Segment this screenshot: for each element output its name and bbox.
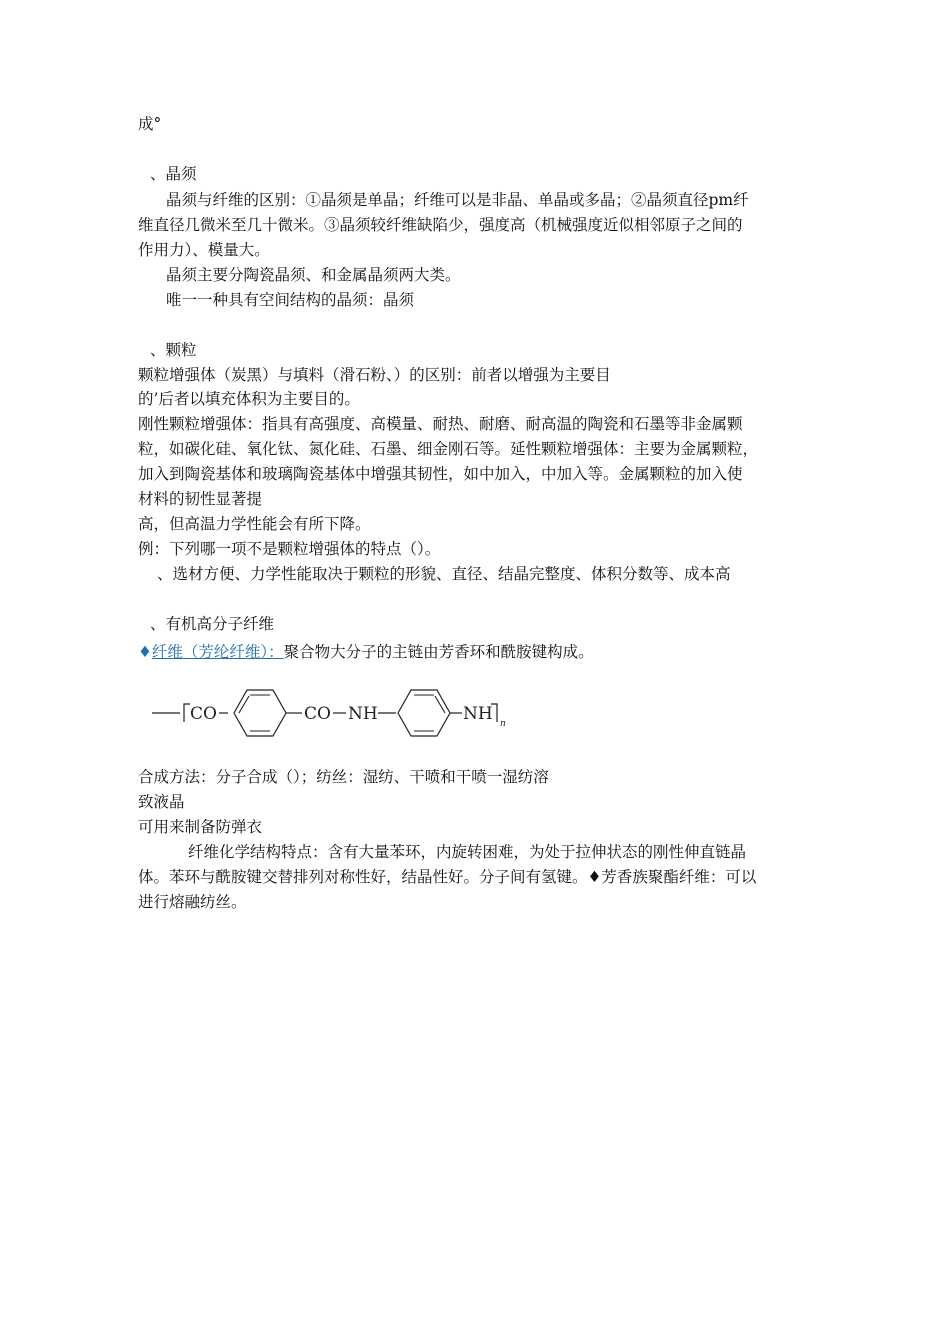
text-line: 、选材方便、力学性能取决于颗粒的形貌、直径、结晶完整度、体积分数等、成本高	[157, 565, 731, 583]
formula-nh-1: NH	[348, 704, 378, 724]
formula-co-2: CO	[304, 704, 331, 724]
text-line: 进行熔融纺丝。	[138, 893, 247, 911]
text-line: 维直径几微米至几十微米。③晶须较纤维缺陷少，强度高（机械强度近似相邻原子之间的	[138, 216, 743, 234]
formula-co-1: CO	[190, 704, 217, 724]
section-heading-whisker: 、晶须	[150, 165, 197, 183]
text-line: 晶须与纤维的区别：①晶须是单晶；纤维可以是非晶、单晶或多晶；②晶须直径pm纤	[166, 191, 749, 209]
section-heading-particle: 、颗粒	[150, 341, 197, 359]
text-segment: 聚合物大分子的主链由芳香环和酰胺键构成。	[283, 643, 594, 661]
formula-subscript-n: n	[500, 719, 506, 729]
text-line: 例：下列哪一项不是颗粒增强体的特点（）。	[138, 540, 441, 558]
text-line: 体。苯环与酰胺键交替排列对称性好，结晶性好。分子间有氢键。♦芳香族聚酯纤维：可以	[138, 868, 757, 886]
text-line: 粒，如碳化硅、氧化钛、氮化硅、石墨、细金刚石等。延性颗粒增强体：主要为金属颗粒，	[138, 440, 759, 458]
text-line: 纤维化学结构特点：含有大量苯环，内旋转困难，为处于拉伸状态的刚性伸直链晶	[188, 843, 747, 861]
text-line	[138, 640, 594, 665]
text-line: 高，但高温力学性能会有所下降。	[138, 515, 371, 533]
text-line: 合成方法：分子合成（）；纺丝：湿纺、干喷和干喷一湿纺溶	[138, 768, 549, 786]
section-heading-organic-fiber: 、有机高分子纤维	[150, 615, 275, 633]
text-line: 材料的韧性显著提	[138, 490, 263, 508]
text-line: 晶须主要分陶瓷晶须、和金属晶须两大类。	[166, 266, 461, 284]
text-line: 致液晶	[138, 793, 185, 811]
text-line: 作用力）、模量大。	[138, 241, 270, 259]
aramid-fiber-link[interactable]: 纤维（芳纶纤维）：	[151, 643, 284, 661]
text-line: 唯一一种具有空间结构的晶须：晶须	[166, 291, 415, 309]
text-line: 成°	[138, 115, 162, 133]
text-line: 刚性颗粒增强体：指具有高强度、高模量、耐热、耐磨、耐高温的陶瓷和石墨等非金属颗	[138, 415, 743, 433]
formula-nh-2: NH	[463, 704, 493, 724]
diamond-bullet-icon: ♦	[138, 643, 152, 661]
text-line: 加入到陶瓷基体和玻璃陶瓷基体中增强其韧性，如中加入，中加入等。金属颗粒的加入使	[138, 465, 743, 483]
text-line: 的’后者以填充体积为主要目的。	[138, 390, 360, 408]
text-line: 颗粒增强体（炭黑）与填料（滑石粉、）的区别：前者以增强为主要目	[138, 366, 611, 384]
text-line: 可用来制备防弹衣	[138, 818, 263, 836]
aramid-structure-formula	[150, 678, 520, 742]
